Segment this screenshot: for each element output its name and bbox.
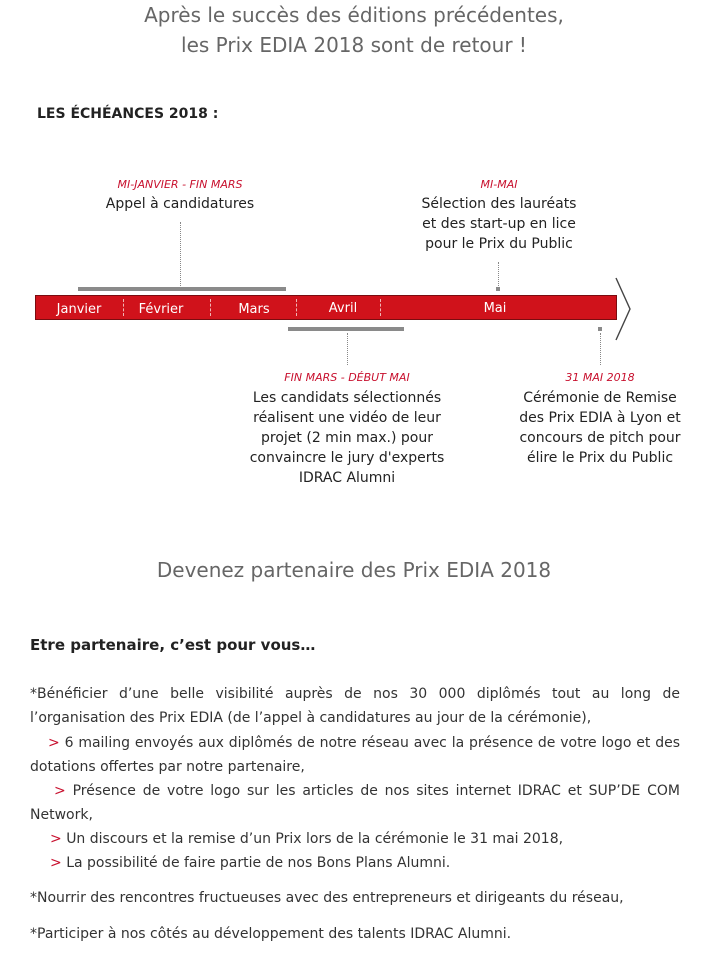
sub-benefit-bons-plans	[30, 851, 680, 875]
month-separator	[210, 299, 211, 316]
event-4-line: Cérémonie de Remise	[523, 390, 677, 406]
event-1-line: Appel à candidatures	[105, 196, 255, 212]
sub-benefit-text: Présence de votre logo sur les articles de nos sites internet IDRAC et SUP’DE COM Network,	[30, 783, 681, 823]
event-2-date: MI-MAI	[480, 178, 518, 191]
event-4-line: concours de pitch pour	[519, 430, 681, 446]
benefit-visibility: *Bénéficier d’une belle visibilité auprès de nos 30 000 diplômés tout au long de l’organisation des Prix EDIA (de l’appel à candidatures au jour de la cérémonie),	[30, 686, 680, 726]
event-1-connector	[180, 222, 181, 286]
event-2-text	[390, 194, 608, 254]
event-4-line: élire le Prix du Public	[526, 450, 674, 466]
chevron-right-icon: >	[48, 735, 60, 751]
sub-benefit-text: 6 mailing envoyés aux diplômés de notre réseau avec la présence de votre logo et des dotations offertes par notre partenaire,	[30, 735, 680, 775]
intro-line-1: Après le succès des éditions précédentes,	[144, 3, 564, 27]
event-2-line: Sélection des lauréats	[421, 196, 577, 212]
event-2-connector	[498, 262, 499, 286]
month-separator	[296, 299, 297, 316]
event-3-line: projet (2 min max.) pour	[261, 430, 433, 446]
sub-benefit-speech	[30, 827, 680, 851]
period-bar-jan-mar	[78, 287, 286, 291]
sub-benefit-text: La possibilité de faire partie de nos Bons Plans Alumni.	[66, 855, 451, 871]
chevron-right-icon: >	[50, 855, 62, 871]
event-3-line: convaincre le jury d'experts	[249, 450, 445, 466]
month-fevrier: Février	[138, 302, 184, 317]
event-2-marker	[496, 287, 500, 291]
event-4-text	[496, 388, 704, 468]
benefit-meetings: *Nourrir des rencontres fructueuses avec des entrepreneurs et dirigeants du réseau,	[30, 890, 624, 906]
event-1-date: MI-JANVIER - FIN MARS	[117, 178, 243, 191]
sub-benefit-logo	[30, 779, 680, 827]
event-2-line: et des start-up en lice	[422, 216, 576, 232]
month-avril: Avril	[328, 301, 358, 316]
partner-heading: Devenez partenaire des Prix EDIA 2018	[156, 558, 552, 582]
event-3-text	[232, 388, 462, 488]
month-mars: Mars	[238, 302, 270, 317]
chevron-right-icon: >	[54, 783, 66, 799]
event-2-line: pour le Prix du Public	[425, 236, 573, 252]
chevron-right-icon: >	[50, 831, 62, 847]
deadlines-title: LES ÉCHÉANCES 2018 :	[37, 106, 219, 122]
timeline-arrow-icon	[614, 276, 634, 342]
sub-benefit-text: Un discours et la remise d’un Prix lors de la cérémonie le 31 mai 2018,	[66, 831, 564, 847]
month-mai: Mai	[483, 301, 507, 316]
event-4-date: 31 MAI 2018	[565, 371, 635, 384]
month-separator	[380, 299, 381, 316]
event-4-connector	[600, 333, 601, 365]
benefit-talents: *Participer à nos côtés au développement des talents IDRAC Alumni.	[30, 926, 512, 942]
event-3-line: Les candidats sélectionnés	[252, 390, 442, 406]
event-3-connector	[347, 333, 348, 365]
intro-line-2: les Prix EDIA 2018 sont de retour !	[181, 33, 527, 57]
event-4-marker	[598, 327, 602, 331]
partner-subheading: Etre partenaire, c’est pour vous…	[30, 636, 316, 654]
event-3-line: IDRAC Alumni	[298, 470, 396, 486]
event-4-line: des Prix EDIA à Lyon et	[519, 410, 681, 426]
month-janvier: Janvier	[56, 302, 102, 317]
period-bar-mar-may	[288, 327, 404, 331]
event-3-date: FIN MARS - DÉBUT MAI	[284, 371, 410, 384]
event-3-line: réalisent une vidéo de leur	[253, 410, 441, 426]
event-1-text	[60, 194, 300, 214]
sub-benefit-mailing	[30, 731, 680, 779]
